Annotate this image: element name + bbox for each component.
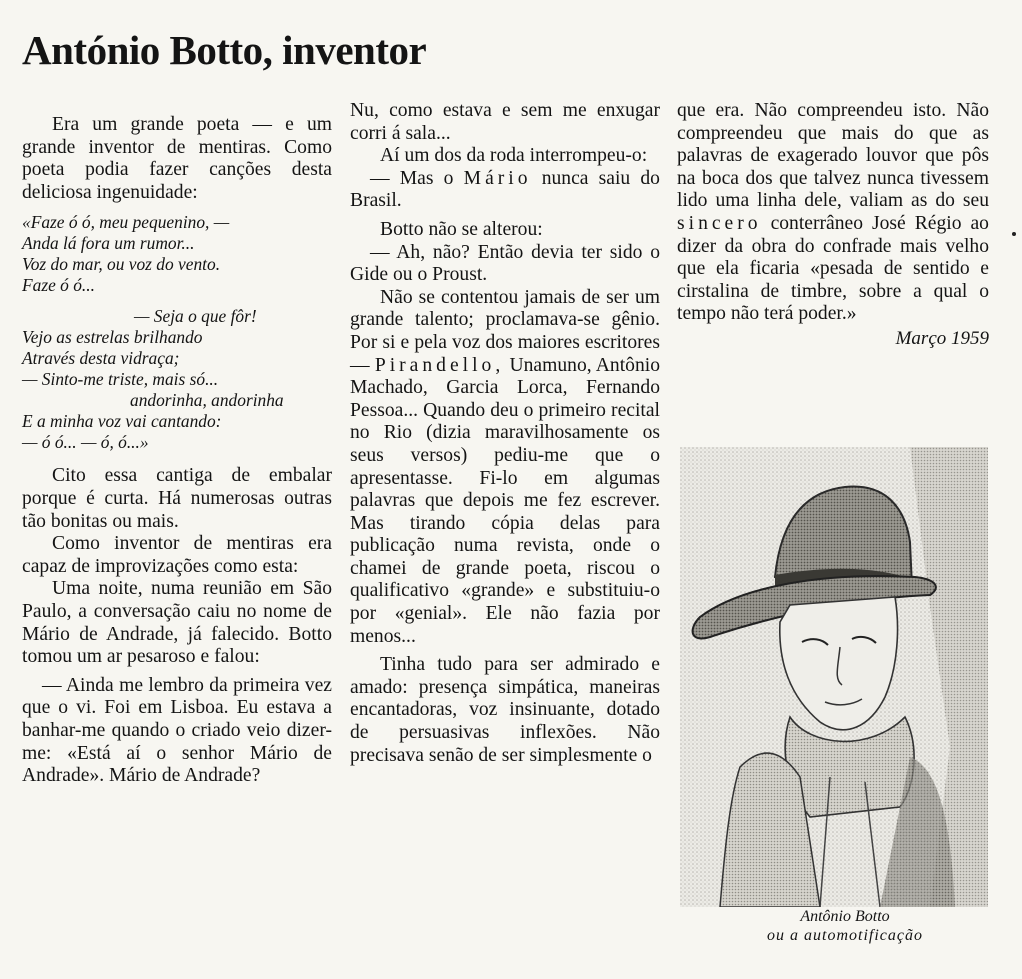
poem: [22, 212, 332, 453]
column-3: [677, 100, 989, 351]
caption-line: ou a automotificação: [767, 927, 923, 944]
article-title: António Botto, inventor: [22, 27, 427, 73]
paragraph: — Ah, não? Então devia ter sido o Gide ou o Proust.: [350, 241, 660, 286]
paragraph: Aí um dos da roda interrompeu-o:: [380, 145, 648, 167]
ink-dot: [1012, 232, 1016, 236]
paragraph: Como inventor de mentiras era capaz de improvizações como esta:: [22, 533, 332, 577]
poem-line: Voz do mar, ou voz do vento.: [22, 254, 221, 275]
paragraph: Cito essa cantiga de embalar porque é curta. Há numerosas outras tão bonitas ou mais.: [22, 465, 332, 532]
poem-line: — ó ó... — ó, ó...»: [22, 432, 149, 453]
article-date: Março 1959: [895, 327, 989, 349]
word-sincero: sincero: [677, 212, 762, 234]
portrait-sketch-icon: [680, 447, 988, 907]
photo-caption: [680, 907, 1010, 945]
paragraph: — Ainda me lembro da primeira vez que o vi. Foi em Lisboa. Eu estava a banhar-me quando o criado veio dizer-me: «Está aí o senhor Mário de Andrade». Mário de Andrade?: [22, 674, 332, 787]
paragraph: Uma noite, numa reunião em São Paulo, a conversação caiu no nome de Mário de Andrade, já falecido. Botto tomou um ar pesaroso e falou:: [22, 578, 332, 668]
poem-line: andorinha, andorinha: [130, 390, 284, 411]
poem-line: — Sinto-me triste, mais só...: [22, 369, 219, 390]
paragraph: Botto não se alterou:: [380, 218, 543, 240]
paragraph: — Mas o Mário nunca saiu do Brasil.: [350, 167, 660, 212]
column-2: [350, 100, 660, 767]
poem-line: Faze ó ó...: [22, 275, 95, 296]
paragraph: Nu, como estava e sem me enxugar corri á sala...: [350, 100, 660, 144]
poem-line: Através desta vidraça;: [22, 348, 180, 369]
paragraph: Tinha tudo para ser admirado e amado: presença simpática, maneiras encantadoras, voz insinuante, dotado de persuasivas inflexões. Não precisava senão de ser simplesmente o: [350, 654, 660, 766]
name-mario: Mário: [463, 167, 532, 189]
name-pirandello: Pirandello,: [374, 354, 505, 376]
poem-line: Anda lá fora um rumor...: [22, 233, 195, 254]
poem-line: Vejo as estrelas brilhando: [22, 327, 203, 348]
column-1: [22, 114, 332, 788]
paragraph: que era. Não compreendeu isto. Não compreendeu que mais do que as palavras de exagerado louvor que pôs na boca dos que talvez nunca tivessem lido uma linha dele, valiam as do seu sincero conterrâneo José Régio ao dizer da obra do confrade mais velho que ela ficaria «pesada de sentido e cirstalina de timbre, sobre a qual o tempo não terá poder.»: [677, 100, 989, 325]
poem-line: E a minha voz vai cantando:: [22, 411, 222, 432]
poem-line: «Faze ó ó, meu pequenino, —: [22, 212, 230, 233]
caption-line: Antônio Botto: [800, 908, 890, 925]
paragraph-intro: Era um grande poeta — e um grande inventor de mentiras. Como poeta podia fazer canções desta deliciosa ingenuidade:: [22, 114, 332, 203]
poem-line: — Seja o que fôr!: [134, 306, 257, 327]
paragraph: Não se contentou jamais de ser um grande talento; proclamava-se gênio. Por si e pela voz dos maiores escritores — Pirandello, Unamuno, Antônio Machado, Garcia Lorca, Fernando Pessoa... Quando deu o primeiro recital no Rio (dizia maravilhosamente os seus versos) pediu-me que o apresentasse. Fi-lo em algumas palavras que depois me fez escrever. Mas tirando cópia delas para publicação numa revista, onde o chamei de grande poeta, riscou o qualificativo «grande» e substituiu-o por «genial». Ele não fazia por menos...: [350, 286, 660, 647]
